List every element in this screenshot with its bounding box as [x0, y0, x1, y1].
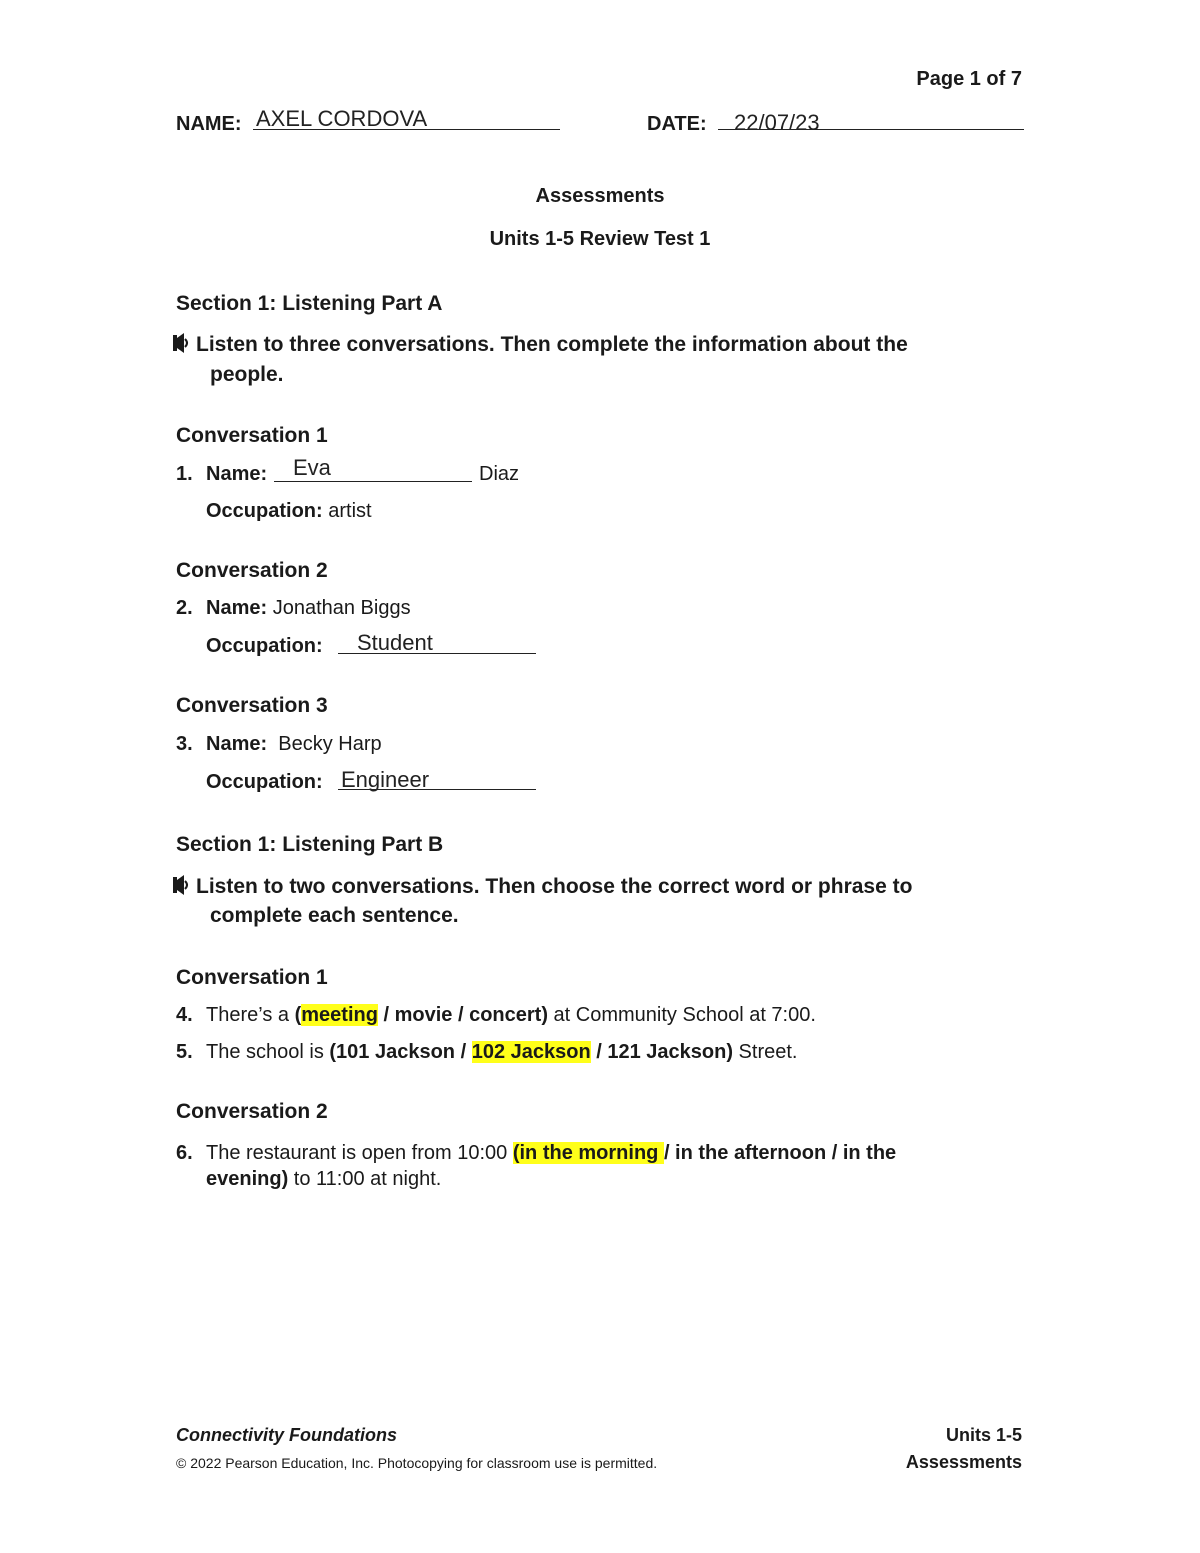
date-label: DATE:: [647, 113, 707, 135]
question-number: 5.: [176, 1041, 193, 1063]
footer-assessments: Assessments: [905, 1452, 1022, 1472]
question-text: There’s a: [206, 1004, 295, 1026]
document-subtitle: Units 1-5 Review Test 1: [489, 228, 711, 250]
occupation-label: Occupation:: [206, 635, 323, 657]
other-options[interactable]: / 121 Jackson): [590, 1041, 733, 1063]
option-paren: (: [294, 1004, 302, 1026]
name-answer: AXEL CORDOVA: [256, 106, 428, 131]
q1-name-answer: Eva: [293, 455, 331, 480]
question-text: at Community School at 7:00.: [548, 1004, 816, 1026]
name-label: Name:: [206, 597, 268, 619]
section-heading-part-b: Section 1: Listening Part B: [176, 833, 444, 856]
other-options[interactable]: (101 Jackson /: [329, 1041, 472, 1063]
audio-speaker-icon[interactable]: [172, 874, 190, 896]
q1-occupation: [206, 500, 372, 523]
q2-occupation-answer: Student: [357, 630, 433, 655]
audio-speaker-icon[interactable]: [172, 332, 190, 354]
question-number: 4.: [176, 1004, 193, 1026]
q1-surname: Diaz: [479, 463, 520, 485]
question-text: The school is: [206, 1041, 330, 1063]
question-number: 2.: [176, 597, 193, 619]
occupation-label: Occupation:: [206, 771, 323, 793]
conversation-title: Conversation 1: [176, 966, 328, 989]
occupation-label: Occupation:: [206, 500, 323, 522]
conversation-title: Conversation 1: [176, 424, 328, 447]
instruction-line: Listen to two conversations. Then choose the correct word or phrase to: [196, 875, 913, 898]
conversation-title: Conversation 2: [176, 559, 328, 582]
section-heading-part-a: Section 1: Listening Part A: [176, 292, 443, 315]
instruction-part-a: [172, 330, 1032, 390]
question-3: [176, 733, 382, 756]
instruction-line: complete each sentence.: [210, 904, 459, 927]
instruction-line: Listen to three conversations. Then complete the information about the: [196, 333, 908, 356]
question-1: [176, 463, 267, 486]
name-label: NAME:: [176, 113, 242, 135]
selected-option[interactable]: 102 Jackson: [471, 1041, 591, 1063]
question-6: [176, 1140, 896, 1192]
name-label: Name:: [206, 463, 268, 485]
footer-copyright: © 2022 Pearson Education, Inc. Photocopying for classroom use is permitted.: [176, 1455, 658, 1471]
name-label: Name:: [206, 733, 268, 755]
conversation-title: Conversation 3: [176, 694, 328, 717]
q3-occupation-answer: Engineer: [341, 767, 430, 792]
document-title: Assessments: [535, 185, 665, 207]
question-2: [176, 597, 411, 620]
footer-book-title: Connectivity Foundations: [176, 1425, 398, 1445]
question-5: [176, 1041, 797, 1064]
instruction-part-b: [172, 872, 1032, 930]
instruction-line: people.: [210, 363, 284, 386]
question-text: to 11:00 at night.: [288, 1168, 442, 1190]
footer-units: Units 1-5: [945, 1425, 1022, 1445]
question-number: 6.: [176, 1142, 193, 1164]
question-4: [176, 1004, 816, 1027]
page-number: Page 1 of 7: [916, 68, 1022, 90]
question-number: 1.: [176, 463, 193, 485]
selected-option[interactable]: (in the morning: [512, 1142, 664, 1164]
other-options[interactable]: / movie / concert): [377, 1004, 548, 1026]
question-text: The restaurant is open from 10:00: [206, 1142, 513, 1164]
conversation-title: Conversation 2: [176, 1100, 328, 1123]
occupation-value: artist: [328, 500, 372, 522]
date-answer: 22/07/23: [734, 110, 820, 135]
selected-option[interactable]: meeting: [301, 1004, 378, 1026]
other-options[interactable]: evening): [206, 1168, 289, 1190]
question-number: 3.: [176, 733, 193, 755]
other-options[interactable]: / in the afternoon / in the: [663, 1142, 897, 1164]
name-value: Becky Harp: [278, 733, 382, 755]
question-text: Street.: [733, 1041, 798, 1063]
name-value: Jonathan Biggs: [272, 597, 411, 619]
